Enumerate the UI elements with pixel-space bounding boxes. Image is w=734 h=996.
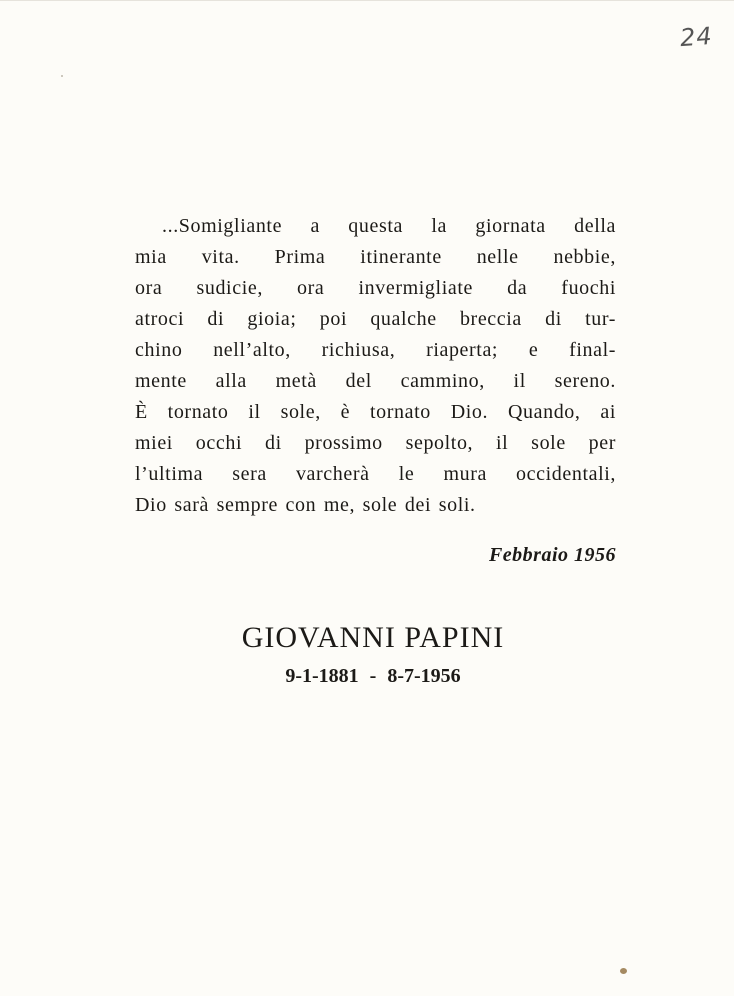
handwritten-page-number: 24	[679, 21, 714, 53]
quote-line: ora sudicie, ora invermigliate da fuochi	[135, 277, 616, 299]
quote-line: miei occhi di prossimo sepolto, il sole per	[135, 432, 616, 454]
quote-line: chino nell’alto, richiusa, riaperta; e final-	[135, 339, 616, 361]
quote-paragraph	[135, 211, 616, 521]
quote-line: È tornato il sole, è tornato Dio. Quando, ai	[135, 401, 616, 423]
quote-line: atroci di gioia; poi qualche breccia di tur-	[135, 308, 616, 330]
quote-line: mia vita. Prima itinerante nelle nebbie,	[135, 246, 616, 268]
quote-line: mente alla metà del cammino, il sereno.	[135, 370, 616, 392]
quote-line: l’ultima sera varcherà le mura occidentali,	[135, 463, 616, 485]
author-life-dates: 9-1-1881 - 8-7-1956	[285, 665, 461, 687]
quote-line: Dio sarà sempre con me, sole dei soli.	[135, 494, 476, 516]
author-name: GIOVANNI PAPINI	[241, 621, 505, 654]
paper-stain	[620, 968, 627, 974]
paper-speck	[61, 75, 63, 77]
signature-date: Febbraio 1956	[488, 544, 616, 566]
quote-line: ...Somigliante a questa la giornata della	[162, 215, 616, 237]
